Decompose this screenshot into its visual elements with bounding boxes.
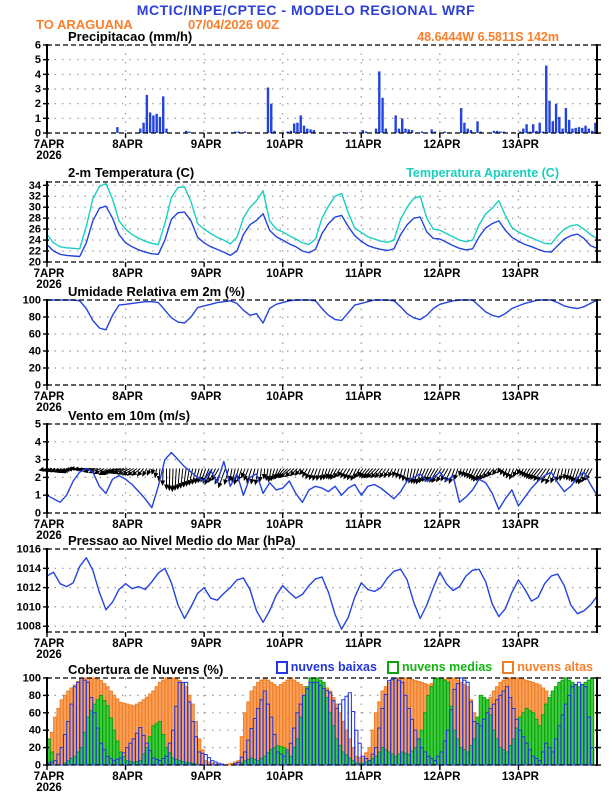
svg-text:1: 1 [34,489,41,502]
svg-text:7APR: 7APR [33,771,65,783]
svg-text:24: 24 [28,234,41,247]
svg-text:100: 100 [22,294,41,307]
precipitation-title: Precipitacao (mm/h) [68,29,193,44]
station-label: TO ARAGUANA [36,17,133,32]
svg-text:3: 3 [34,83,41,96]
svg-text:9APR: 9APR [190,519,222,531]
svg-text:2026: 2026 [36,402,62,411]
svg-text:11APR: 11APR [345,519,382,531]
svg-text:11APR: 11APR [345,771,382,783]
nuvens-medias-label: nuvens medias [401,660,493,674]
svg-text:7APR: 7APR [33,638,65,650]
svg-text:13APR: 13APR [501,638,539,650]
svg-text:20: 20 [28,256,41,269]
svg-text:0: 0 [34,759,41,772]
svg-text:12APR: 12APR [423,519,461,531]
svg-text:9APR: 9APR [190,771,222,783]
svg-text:32: 32 [28,190,41,203]
svg-text:3: 3 [34,454,41,467]
svg-text:60: 60 [28,328,41,341]
svg-text:1008: 1008 [16,620,41,633]
svg-text:11APR: 11APR [345,391,382,403]
svg-text:10APR: 10APR [266,391,304,403]
svg-text:2026: 2026 [36,279,62,288]
clouds-title: Cobertura de Nuvens (%) [68,661,224,677]
svg-text:5: 5 [34,418,41,431]
temperature-title: 2-m Temperatura (C) [68,165,195,180]
apparent-temperature-legend: Temperatura Aparente (C) [406,166,559,180]
wind-title: Vento em 10m (m/s) [68,408,191,423]
svg-text:9APR: 9APR [190,268,222,280]
svg-text:9APR: 9APR [190,391,222,403]
svg-text:20: 20 [28,742,41,755]
svg-text:5: 5 [34,54,41,67]
svg-text:9APR: 9APR [190,139,222,151]
svg-text:1016: 1016 [16,543,41,556]
svg-text:8APR: 8APR [112,638,143,650]
svg-text:10APR: 10APR [266,638,304,650]
svg-text:28: 28 [28,212,41,225]
svg-text:12APR: 12APR [423,771,461,783]
svg-text:7APR: 7APR [33,268,65,280]
svg-text:8APR: 8APR [112,519,143,531]
svg-text:9APR: 9APR [190,638,222,650]
svg-text:40: 40 [28,724,41,737]
svg-text:8APR: 8APR [112,268,143,280]
svg-text:80: 80 [28,689,41,702]
location-label: 48.6444W 6.5811S 142m [417,30,559,44]
svg-text:80: 80 [28,311,41,324]
svg-text:11APR: 11APR [345,638,382,650]
svg-text:11APR: 11APR [345,139,382,151]
svg-text:2: 2 [34,98,41,111]
svg-text:2026: 2026 [36,782,62,791]
nuvens-baixas-label: nuvens baixas [290,660,377,674]
svg-text:60: 60 [28,707,41,720]
svg-text:10APR: 10APR [266,139,304,151]
svg-text:1012: 1012 [16,582,41,595]
svg-text:30: 30 [28,201,41,214]
svg-text:1: 1 [34,112,41,125]
svg-text:13APR: 13APR [501,771,539,783]
svg-text:2026: 2026 [36,150,62,159]
svg-text:12APR: 12APR [423,139,461,151]
svg-text:1010: 1010 [16,601,41,614]
svg-text:11APR: 11APR [345,268,382,280]
pressure-title: Pressao ao Nivel Medio do Mar (hPa) [68,533,296,548]
svg-text:12APR: 12APR [423,638,461,650]
svg-text:7APR: 7APR [33,139,65,151]
model-title: MCTIC/INPE/CPTEC - MODELO REGIONAL WRF [136,2,476,18]
svg-text:26: 26 [28,223,41,236]
svg-text:100: 100 [22,672,41,685]
svg-text:2026: 2026 [36,649,62,658]
svg-text:8APR: 8APR [112,139,143,151]
svg-text:7APR: 7APR [33,519,65,531]
svg-text:20: 20 [28,362,41,375]
svg-text:8APR: 8APR [112,391,143,403]
svg-text:0: 0 [34,379,41,392]
svg-text:8APR: 8APR [112,771,143,783]
svg-text:13APR: 13APR [501,519,539,531]
run-datetime: 07/04/2026 00Z [188,17,280,32]
svg-text:10APR: 10APR [266,268,304,280]
humidity-title: Umidade Relativa em 2m (%) [68,284,246,299]
svg-text:13APR: 13APR [501,391,539,403]
svg-text:0: 0 [34,127,41,140]
svg-text:6: 6 [34,39,41,52]
svg-text:4: 4 [34,436,41,449]
svg-text:12APR: 12APR [423,391,461,403]
svg-text:7APR: 7APR [33,391,65,403]
svg-text:2026: 2026 [36,530,62,539]
svg-text:22: 22 [28,245,41,258]
svg-text:0: 0 [34,507,41,520]
svg-text:4: 4 [34,68,41,81]
svg-text:34: 34 [28,179,41,192]
svg-text:40: 40 [28,345,41,358]
svg-text:12APR: 12APR [423,268,461,280]
svg-text:10APR: 10APR [266,771,304,783]
svg-text:2: 2 [34,471,41,484]
svg-text:13APR: 13APR [501,268,539,280]
svg-text:10APR: 10APR [266,519,304,531]
svg-text:13APR: 13APR [501,139,539,151]
nuvens-altas-label: nuvens altas [517,660,593,674]
svg-text:1014: 1014 [16,562,41,575]
